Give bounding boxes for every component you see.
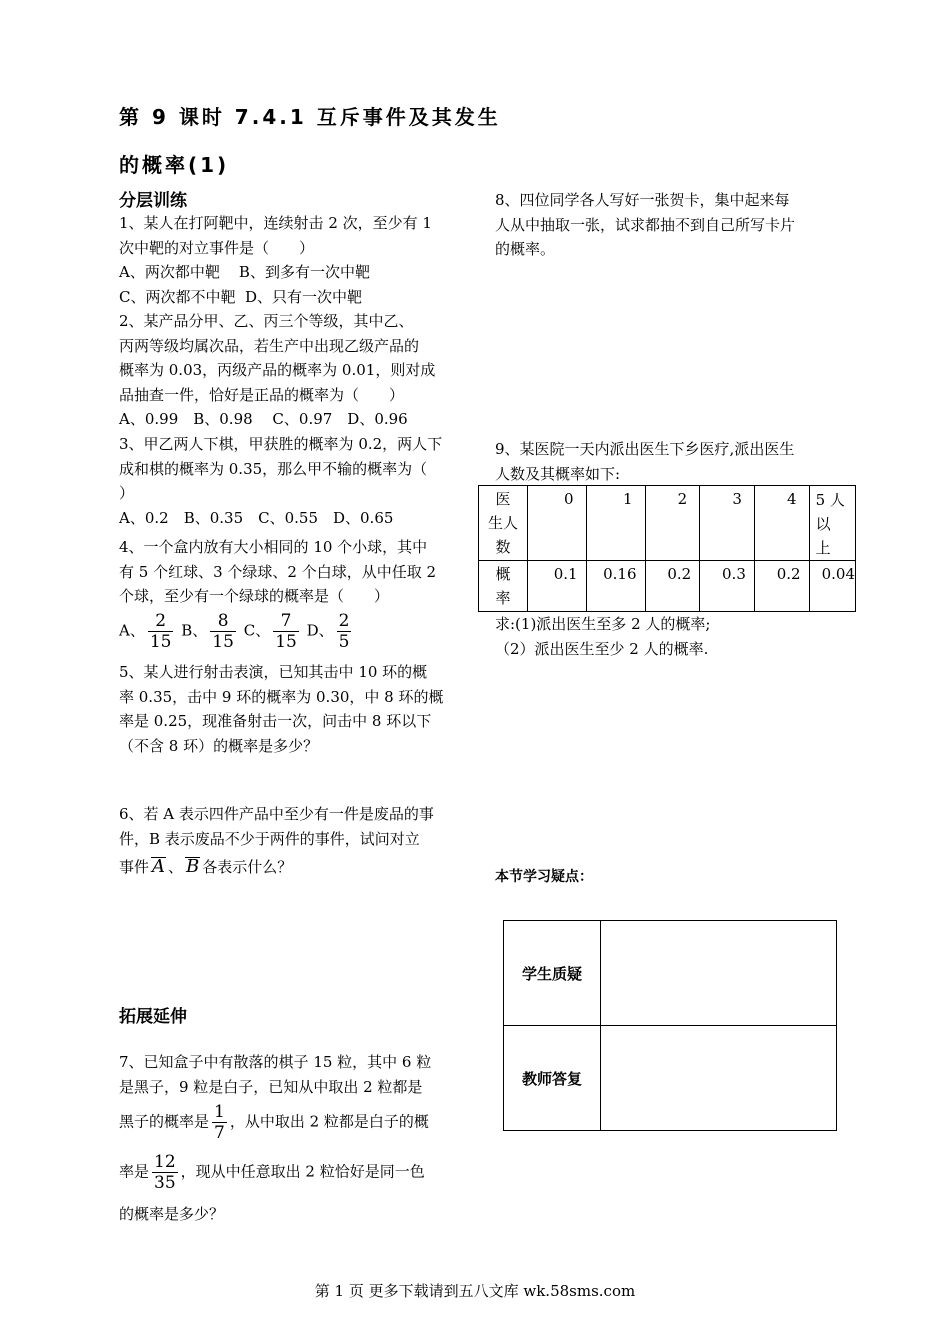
q2-line2: 丙两等级均属次品，若生产中出现乙级产品的 — [119, 336, 420, 355]
doubts-row-teacher — [504, 1026, 837, 1131]
q1-line1: 1、某人在打阿靶中，连续射击 2 次，至少有 1 — [119, 214, 432, 232]
header-cell-count — [479, 486, 528, 561]
count-cell-0: 0 — [528, 486, 586, 561]
section-training-heading: 分层训练 — [119, 191, 187, 211]
q9-line2: 人数及其概率如下: — [495, 464, 621, 483]
q4-option-d-label: D、 — [306, 621, 334, 640]
q8-line1: 8、四位同学各人写好一张贺卡，集中起来每 — [495, 191, 790, 209]
q4-option-b-label: B、 — [181, 621, 208, 640]
q5-line1: 5、某人进行射击表演，已知其击中 10 环的概 — [119, 663, 428, 681]
q5-line2: 率 0.35，击中 9 环的概率为 0.30，中 8 环的概 — [119, 687, 444, 706]
q4-option-a-denominator: 15 — [149, 632, 172, 652]
q7-line4-prefix: 率是 — [119, 1162, 150, 1181]
q6-complement-a: A — [152, 856, 166, 877]
q2-line1: 2、某产品分甲、乙、丙三个等级，其中乙、 — [119, 312, 414, 330]
q5-line3: 率是 0.25，现准备射击一次，问击中 8 环以下 — [119, 712, 432, 730]
prob-cell-0: 0.1 — [528, 561, 586, 612]
q6-line3-suffix: 各表示什么？ — [202, 858, 293, 876]
question-7 — [119, 1050, 464, 1099]
q4-option-a-numerator: 2 — [148, 611, 174, 632]
header-cell-probability — [479, 561, 528, 612]
q2-line4: 品抽查一件，恰好是正品的概率为（ ） — [119, 385, 405, 404]
q4-option-b-fraction — [210, 611, 236, 652]
q7-fraction-white — [152, 1152, 178, 1193]
q7-line4-suffix: ，现从中任意取出 2 粒恰好是同一色 — [180, 1162, 425, 1181]
q7-fraction-white-denominator: 35 — [154, 1173, 176, 1193]
section-extension-heading: 拓展延伸 — [119, 1007, 187, 1027]
q4-option-c-fraction — [273, 611, 299, 652]
page-title-line1: 第 9 课时 7.4.1 互斥事件及其发生 — [119, 105, 501, 129]
count-cell-2: 2 — [645, 486, 700, 561]
q4-option-d-denominator: 5 — [338, 632, 350, 652]
q3-options: A、0.2 B、0.35 C、0.55 D、0.65 — [119, 508, 394, 527]
q4-option-a-fraction — [148, 611, 174, 652]
q4-option-d-fraction — [337, 611, 352, 652]
q3-line2: 成和棋的概率为 0.35，那么甲不输的概率为（ — [119, 459, 428, 478]
q7-fraction-white-numerator: 12 — [154, 1152, 176, 1172]
header-prob-part1: 概 — [495, 565, 511, 583]
count-cell-5plus — [809, 486, 855, 561]
count-5plus-part1: 5 人以 — [815, 491, 845, 533]
q1-option-a: A、两次都中靶 — [119, 263, 220, 281]
q1-option-c: C、两次都不中靶 — [119, 287, 236, 306]
q1-options-cd — [119, 285, 464, 310]
q4-option-c-numerator: 7 — [273, 611, 299, 632]
teacher-answer-label: 教师答复 — [504, 1026, 601, 1131]
table-row-count — [479, 486, 856, 561]
q4-option-c-denominator: 15 — [275, 632, 297, 652]
q7-line2: 是黑子，9 粒是白子，已知从中取出 2 粒都是 — [119, 1077, 423, 1096]
q1-line2: 次中靶的对立事件是（ ） — [119, 238, 315, 257]
prob-cell-4: 0.2 — [754, 561, 809, 612]
question-4 — [119, 535, 464, 609]
question-5 — [119, 660, 464, 758]
q1-option-d: D、只有一次中靶 — [245, 287, 363, 306]
question-1 — [119, 211, 464, 309]
table-row-probability — [479, 561, 856, 612]
q9-ask-2: （2）派出医生至少 2 人的概率. — [495, 639, 709, 658]
question-9 — [495, 437, 855, 486]
q9-line1: 9、某医院一天内派出医生下乡医疗,派出医生 — [495, 440, 795, 458]
question-9-asks — [495, 612, 855, 661]
question-8 — [495, 188, 855, 262]
q1-option-b: B、到多有一次中靶 — [238, 263, 370, 281]
question-2 — [119, 309, 464, 432]
doctor-probability-table — [478, 485, 856, 612]
page-footer: 第 1 页 更多下载请到五八文库 wk.58sms.com — [314, 1282, 636, 1300]
q7-fraction-black — [212, 1102, 227, 1143]
count-cell-3: 3 — [700, 486, 755, 561]
q7-fraction-black-denominator: 7 — [214, 1123, 225, 1143]
q2-options: A、0.99 B、0.98 C、0.97 D、0.96 — [119, 410, 408, 428]
header-count-part3: 数 — [495, 538, 511, 556]
q4-option-b-numerator: 8 — [210, 611, 236, 632]
q6-line3 — [119, 855, 464, 880]
q6-complement-b: B — [186, 856, 200, 877]
teacher-answer-area[interactable] — [601, 1026, 837, 1131]
count-5plus-part2: 上 — [815, 539, 831, 557]
q6-separator: 、 — [168, 858, 184, 876]
header-count-part1: 医 — [495, 490, 511, 508]
prob-cell-1: 0.16 — [586, 561, 645, 612]
q8-line3: 的概率。 — [495, 240, 556, 258]
q7-line1: 7、已知盒子中有散落的棋子 15 粒，其中 6 粒 — [119, 1053, 432, 1071]
page-title-line2: 的概率(1) — [119, 153, 230, 177]
q4-option-b-denominator: 15 — [212, 632, 234, 652]
q4-options — [119, 611, 354, 652]
q7-line4 — [119, 1152, 425, 1193]
q1-options-ab — [119, 260, 464, 285]
prob-cell-5plus: 0.04 — [809, 561, 855, 612]
doubts-row-student — [504, 921, 837, 1026]
q3-line3: ） — [119, 484, 135, 502]
q2-line3: 概率为 0.03，丙级产品的概率为 0.01，则对成 — [119, 361, 436, 379]
q3-line1: 3、甲乙两人下棋，甲获胜的概率为 0.2，两人下 — [119, 435, 443, 453]
q6-line3-prefix: 事件 — [119, 858, 150, 876]
prob-cell-2: 0.2 — [645, 561, 700, 612]
q5-line4: （不含 8 环）的概率是多少？ — [119, 736, 319, 755]
count-cell-4: 4 — [754, 486, 809, 561]
q7-line3-prefix: 黑子的概率是 — [119, 1112, 210, 1131]
q6-line1: 6、若 A 表示四件产品中至少有一件是废品的事 — [119, 805, 434, 823]
q4-option-c-label: C、 — [243, 621, 271, 640]
q4-option-a-label: A、 — [119, 621, 145, 640]
q7-fraction-black-numerator: 1 — [214, 1102, 225, 1122]
q4-line2: 有 5 个红球、3 个绿球、2 个白球，从中任取 2 — [119, 562, 437, 581]
student-question-label: 学生质疑 — [504, 921, 601, 1026]
q9-ask-1: 求:(1)派出医生至多 2 人的概率; — [495, 615, 711, 633]
q6-line2: 件，B 表示废品不少于两件的事件，试问对立 — [119, 829, 420, 848]
prob-cell-3: 0.3 — [700, 561, 755, 612]
q7-line3-suffix: ，从中取出 2 粒都是白子的概 — [229, 1112, 429, 1131]
question-3 — [119, 432, 464, 530]
q7-line3 — [119, 1102, 429, 1143]
doubts-table — [503, 920, 837, 1131]
q4-option-d-numerator: 2 — [338, 611, 350, 631]
doubts-title: 本节学习疑点： — [495, 869, 593, 885]
q4-line3: 个球，至少有一个绿球的概率是（ ） — [119, 587, 390, 605]
q8-line2: 人从中抽取一张，试求都抽不到自己所写卡片 — [495, 215, 796, 234]
q4-line1: 4、一个盒内放有大小相同的 10 个小球，其中 — [119, 538, 428, 556]
question-6 — [119, 802, 464, 880]
header-prob-part2: 率 — [495, 589, 511, 607]
header-count-part2: 生人 — [488, 514, 519, 532]
q7-line5: 的概率是多少？ — [119, 1205, 225, 1223]
count-cell-1: 1 — [586, 486, 645, 561]
student-question-area[interactable] — [601, 921, 837, 1026]
